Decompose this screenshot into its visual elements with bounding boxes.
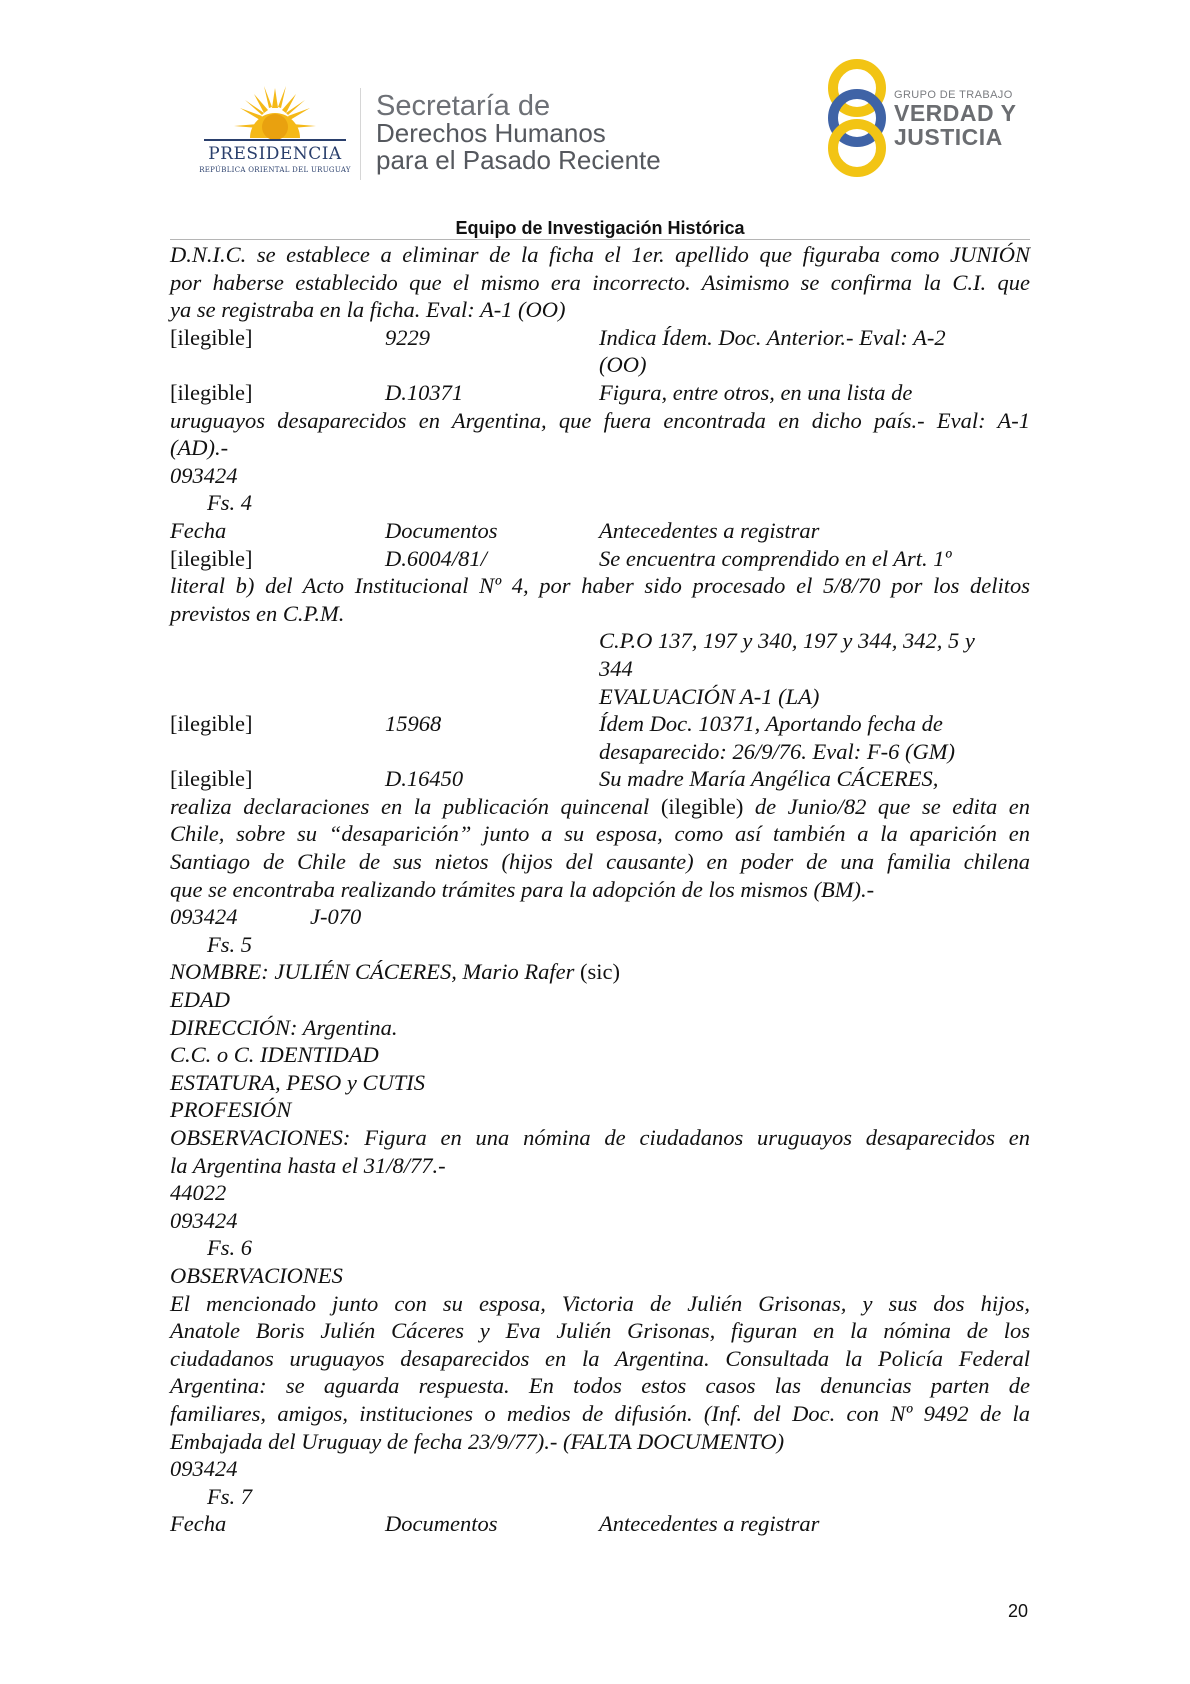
- record-row: [170, 765, 1030, 793]
- presidencia-bar: [204, 139, 346, 141]
- column-header-documents: Documentos: [385, 1511, 498, 1537]
- record-row: [170, 324, 1030, 352]
- secretaria-line-3: para el Pasado Reciente: [376, 145, 661, 175]
- text-line: Chile, sobre su “desaparición” junto a su esposa, como así también a la aparición en: [170, 821, 1030, 847]
- text-line: familiares, amigos, instituciones o medios de difusión. (Inf. del Doc. con Nº 9492 de la: [170, 1400, 1030, 1426]
- team-heading: Equipo de Investigación Histórica: [455, 218, 745, 238]
- record-antecedent: Se encuentra comprendido en el Art. 1º: [599, 545, 952, 571]
- record-antecedent: 344: [599, 655, 633, 681]
- column-header-date: Fecha: [170, 1511, 227, 1537]
- text-line: uruguayos desaparecidos en Argentina, que fuera encontrada en dicho país.- Eval: A-1: [170, 407, 1030, 433]
- folio-label: Fs. 4: [207, 490, 252, 516]
- record-date: [ilegible]: [170, 711, 253, 737]
- record-row: [170, 545, 1030, 573]
- header-rule: [170, 239, 1030, 240]
- table-header-row: [170, 517, 1030, 545]
- column-header-date: Fecha: [170, 517, 227, 543]
- form-field-name: [170, 958, 1030, 986]
- record-antecedent: desaparecido: 26/9/76. Eval: F-6 (GM): [599, 738, 955, 764]
- form-field-address: DIRECCIÓN: Argentina.: [170, 1014, 398, 1040]
- text-line: [170, 793, 1030, 821]
- record-date: [ilegible]: [170, 545, 253, 571]
- illegible-marker: (ilegible): [660, 793, 744, 819]
- text-line: ciudadanos uruguayos desaparecidos en la Argentina. Consultada la Policía Federal: [170, 1345, 1030, 1371]
- presidencia-subtitle: REPÚBLICA ORIENTAL DEL URUGUAY: [199, 166, 351, 174]
- gtvj-line-1: GRUPO DE TRABAJO: [894, 89, 1013, 101]
- field-text: NOMBRE: JULIÉN CÁCERES, Mario Rafer: [170, 959, 575, 985]
- record-document: D.10371: [385, 379, 464, 405]
- reference-number: 44022: [170, 1180, 227, 1206]
- form-field-profession: PROFESIÓN: [170, 1097, 292, 1123]
- reference-code: J-070: [310, 904, 362, 930]
- folio-label: Fs. 6: [207, 1235, 252, 1261]
- record-antecedent: Figura, entre otros, en una lista de: [599, 379, 913, 405]
- gtvj-line-2: VERDAD Y: [894, 100, 1017, 126]
- reference-row: [170, 903, 1030, 931]
- form-field-physical: ESTATURA, PESO y CUTIS: [170, 1069, 425, 1095]
- form-field-id: C.C. o C. IDENTIDAD: [170, 1042, 379, 1068]
- record-date: [ilegible]: [170, 379, 253, 405]
- reference-number: 093424: [170, 904, 238, 930]
- gtvj-logo: [822, 58, 1032, 178]
- record-row-cont: [170, 738, 1030, 766]
- record-row-cont: [170, 655, 1030, 683]
- column-header-antecedents: Antecedentes a registrar: [599, 517, 820, 543]
- presidencia-title: PRESIDENCIA: [208, 144, 342, 164]
- record-document: 9229: [385, 324, 430, 350]
- text-line: ya se registraba en la ficha. Eval: A-1 (OO): [170, 297, 566, 323]
- record-document: D.6004/81/: [385, 545, 487, 571]
- text-segment: realiza declaraciones en la publicación quincenal: [170, 793, 650, 819]
- text-line: Argentina: se aguarda respuesta. En todos estos casos las denuncias parten de: [170, 1373, 1030, 1399]
- text-line: Anatole Boris Julién Cáceres y Eva Julién Grisonas, figuran en la nómina de los: [170, 1318, 1030, 1344]
- sic-marker: (sic): [579, 959, 620, 985]
- text-line: OBSERVACIONES: Figura en una nómina de ciudadanos uruguayos desaparecidos en: [170, 1125, 1030, 1150]
- record-antecedent: Ídem Doc. 10371, Aportando fecha de: [599, 711, 943, 737]
- presidencia-logo: [196, 82, 354, 182]
- record-antecedent: C.P.O 137, 197 y 340, 197 y 344, 342, 5 y: [599, 628, 975, 654]
- reference-number: 093424: [170, 1456, 238, 1482]
- record-date: [ilegible]: [170, 324, 253, 350]
- record-row-cont: [170, 683, 1030, 711]
- table-header-row: [170, 1510, 1030, 1538]
- text-line: Embajada del Uruguay de fecha 23/9/77).- (FALTA DOCUMENTO): [170, 1428, 785, 1454]
- gtvj-line-3: JUSTICIA: [894, 124, 1003, 150]
- text-line: previstos en C.P.M.: [170, 600, 345, 626]
- secretaria-logo-text: [376, 92, 661, 174]
- secretaria-line-1: Secretaría de: [376, 90, 551, 122]
- sun-icon: [234, 82, 316, 140]
- text-line: por haberse establecido que el mismo era incorrecto. Asimismo se confirma la C.I. que: [170, 269, 1030, 295]
- record-row-cont: [170, 627, 1030, 655]
- text-line: literal b) del Acto Institucional Nº 4, por haber sido procesado el 5/8/70 por los delitos: [170, 573, 1030, 599]
- reference-number: 093424: [170, 1207, 238, 1233]
- record-date: [ilegible]: [170, 766, 253, 792]
- record-antecedent: Indica Ídem. Doc. Anterior.- Eval: A-2: [599, 324, 946, 350]
- reference-number: 093424: [170, 462, 238, 488]
- column-header-documents: Documentos: [385, 517, 498, 543]
- form-field-age: EDAD: [170, 987, 230, 1013]
- record-antecedent: (OO): [599, 352, 647, 378]
- column-header-antecedents: Antecedentes a registrar: [599, 1511, 820, 1537]
- record-document: D.16450: [385, 766, 464, 792]
- text-line: D.N.I.C. se establece a eliminar de la ficha el 1er. apellido que figuraba como JUNIÓN: [170, 242, 1030, 267]
- section-label: OBSERVACIONES: [170, 1262, 343, 1288]
- folio-label: Fs. 5: [207, 931, 252, 957]
- folio-label: Fs. 7: [207, 1483, 252, 1509]
- text-line: (AD).-: [170, 435, 229, 461]
- page-number: 20: [1008, 1601, 1029, 1621]
- record-row: [170, 710, 1030, 738]
- text-segment: de Junio/82 que se edita en: [754, 793, 1031, 819]
- text-line: que se encontraba realizando trámites para la adopción de los mismos (BM).-: [170, 876, 875, 902]
- header-separator: [360, 88, 361, 180]
- record-row-cont: [170, 351, 1030, 379]
- text-line: El mencionado junto con su esposa, Victoria de Julién Grisonas, y sus dos hijos,: [170, 1290, 1030, 1316]
- text-line: Santiago de Chile de sus nietos (hijos del causante) en poder de una familia chilena: [170, 849, 1030, 875]
- record-row: [170, 379, 1030, 407]
- record-document: 15968: [385, 711, 442, 737]
- secretaria-line-2: Derechos Humanos: [376, 118, 606, 148]
- rings-icon: [822, 58, 892, 178]
- record-antecedent: Su madre María Angélica CÁCERES,: [599, 766, 939, 792]
- document-body: [170, 241, 1030, 1538]
- text-line: la Argentina hasta el 31/8/77.-: [170, 1152, 446, 1178]
- record-antecedent: EVALUACIÓN A-1 (LA): [599, 683, 820, 709]
